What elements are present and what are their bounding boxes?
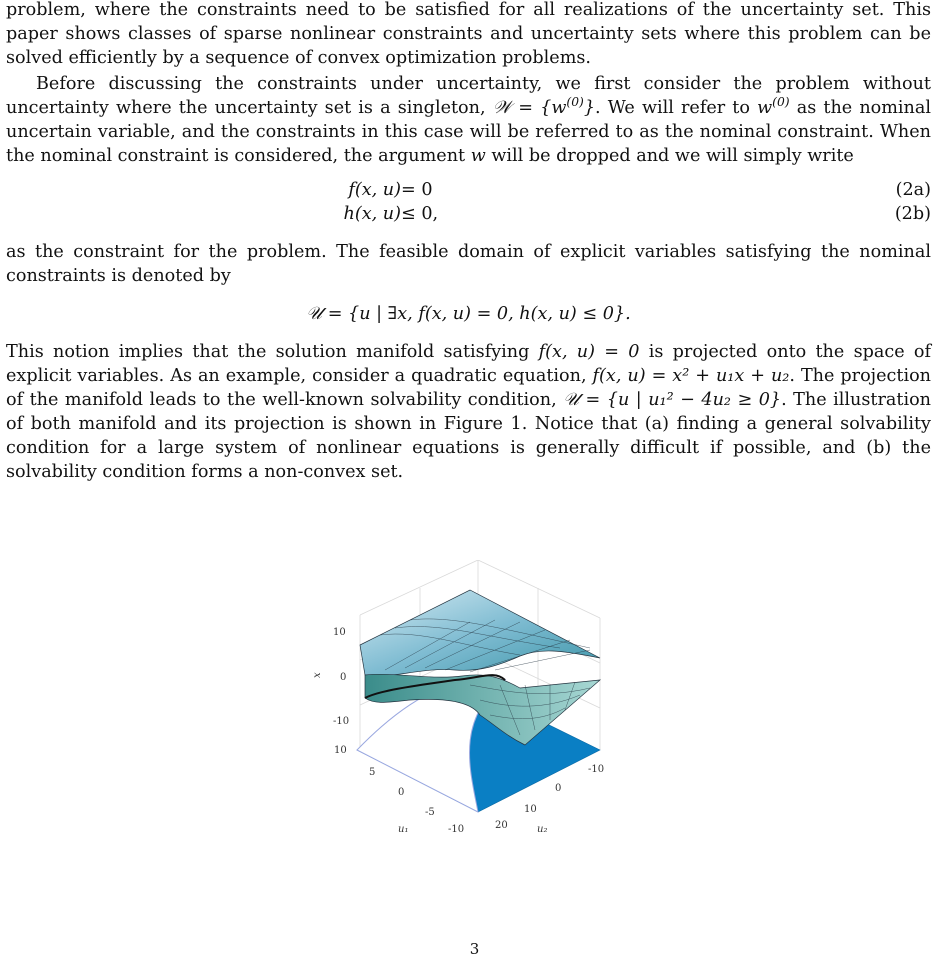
paragraph-4 — [6, 340, 931, 484]
equation-U — [6, 302, 931, 326]
eq2a-number: (2a) — [895, 180, 931, 200]
p2-math-W-end: } — [583, 98, 596, 118]
p2-math-w0 — [757, 95, 790, 118]
p2-math-w0-sup: (0) — [772, 95, 790, 110]
equation-2b — [6, 202, 931, 226]
eq2b-number: (2b) — [894, 204, 931, 224]
u2-tick: 20 — [495, 820, 508, 831]
u1-axis-label: u₁ — [398, 824, 409, 835]
p4-text-2: is projected onto the space of explicit variables. As an example, consider a quadratic equation, — [6, 342, 931, 386]
eq2b-rhs: ≤ 0, — [401, 204, 439, 224]
eqU-text: 𝒰 = {u | ∃x, f(x, u) = 0, h(x, u) ≤ 0}. — [306, 304, 631, 324]
p4-text-3: . The projection of the manifold leads to the well-known solvability condition, — [6, 366, 932, 410]
equation-2a — [6, 178, 931, 202]
paragraph-3 — [6, 240, 931, 288]
paragraph-3-text: as the constraint for the problem. The feasible domain of explicit variables satisfying the nominal constraints is denoted by — [6, 242, 931, 286]
p2-text-2: . We will refer to — [595, 98, 758, 118]
p2-text-1: Before discussing the constraints under uncertainty, we first consider the problem without uncertainty where the uncertainty set is a singleton, — [6, 74, 931, 118]
paragraph-2 — [6, 72, 931, 168]
paragraph-1-text: problem, where the constraints need to be satisfied for all realizations of the uncertainty set. This paper shows classes of sparse nonlinear constraints and uncertainty sets where this problem can be solved efficiently by a sequence of convex optimization problems. — [6, 0, 931, 68]
paragraph-1 — [6, 0, 931, 70]
u2-tick: -10 — [588, 764, 605, 775]
x-tick: 0 — [340, 672, 347, 683]
p2-math-W — [492, 95, 596, 118]
page-number: 3 — [469, 940, 480, 958]
paper-page — [6, 0, 931, 484]
u1-tick: 10 — [334, 745, 347, 756]
manifold-upper-sheet — [360, 590, 600, 676]
p4-math-1: f(x, u) = 0 — [538, 342, 640, 362]
u1-tick: -5 — [425, 807, 435, 818]
x-ticks — [333, 627, 349, 727]
p2-math-W-sup: (0) — [566, 95, 584, 110]
p2-text-3: as the nominal uncertain variable, and the constraints in this case will be referred to as the nominal constraint. When the nominal constraint is considered, the argument — [6, 98, 931, 166]
u1-tick: 5 — [369, 767, 376, 778]
manifold-figure — [0, 560, 949, 920]
x-tick: -10 — [333, 716, 350, 727]
x-axis-label: x — [312, 672, 323, 678]
p2-math-w: w — [470, 146, 486, 166]
p4-text-4: . The illustration of both manifold and its projection is shown in Figure 1. Notice that (a) finding a general solvability condition for a large system of nonlinear equations is generally difficult if possible, and (b) the solvability condition forms a non-convex set. — [6, 390, 931, 482]
p2-math-W-base: 𝒲 = {w — [492, 98, 567, 118]
u2-tick: 10 — [524, 804, 537, 815]
p4-text-1: This notion implies that the solution manifold satisfying — [6, 342, 539, 362]
p4-math-3: 𝒰 = {u | u₁² − 4u₂ ≥ 0} — [563, 390, 782, 410]
u1-tick: 0 — [398, 787, 405, 798]
p2-text-4: will be dropped and we will simply write — [485, 146, 854, 166]
eq2a-rhs: = 0 — [401, 180, 433, 200]
eq2b-lhs: h(x, u) — [343, 204, 401, 224]
u1-tick: -10 — [448, 824, 465, 835]
p2-math-w0-base: w — [757, 98, 773, 118]
u2-axis-label: u₂ — [537, 824, 548, 835]
x-tick: 10 — [333, 627, 346, 638]
p4-math-2: f(x, u) = x² + u₁x + u₂ — [592, 366, 790, 386]
eq2a-lhs: f(x, u) — [348, 180, 401, 200]
u2-tick: 0 — [555, 783, 562, 794]
